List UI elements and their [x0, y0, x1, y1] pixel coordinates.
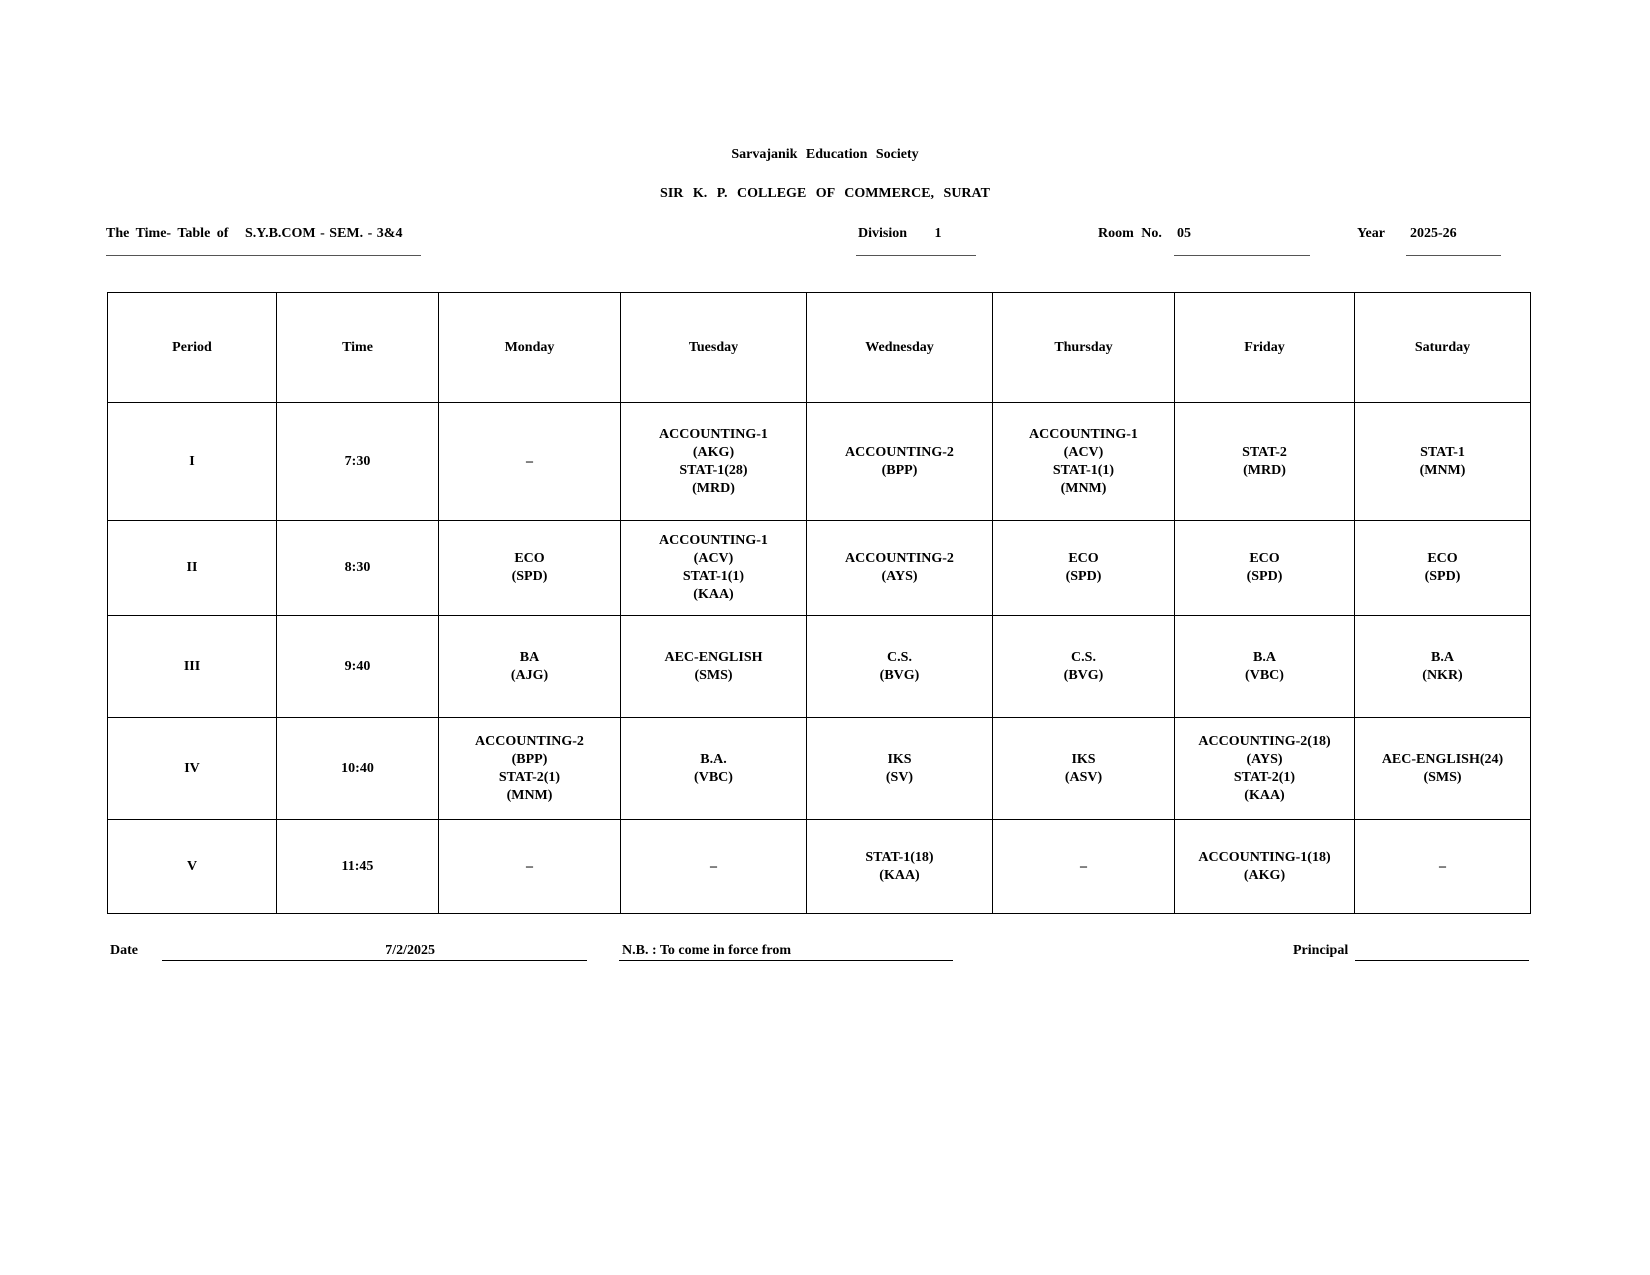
schedule-cell-friday	[1175, 820, 1355, 914]
schedule-cell-monday	[439, 718, 621, 820]
year-label: Year	[1357, 226, 1385, 241]
cell-text-line: (ASV)	[1064, 769, 1103, 785]
cell-text-line: ACCOUNTING-1	[1029, 426, 1138, 442]
column-header-thursday: Thursday	[993, 293, 1175, 403]
principal-label: Principal	[1293, 943, 1349, 958]
column-header-period: Period	[108, 293, 277, 403]
column-header-saturday: Saturday	[1355, 293, 1531, 403]
cell-text-line: B.A	[1431, 649, 1454, 665]
cell-text-line: (SPD)	[1065, 569, 1102, 584]
time-cell: 9:40	[277, 616, 439, 718]
schedule-cell-wednesday	[807, 820, 993, 914]
cell-text-line: (BPP)	[881, 462, 918, 478]
schedule-cell-saturday	[1355, 521, 1531, 616]
society-name: Sarvajanik Education Society	[731, 147, 919, 162]
time-cell: 7:30	[277, 403, 439, 521]
schedule-cell-saturday	[1355, 718, 1531, 820]
cell-text-line: (BVG)	[1063, 667, 1104, 683]
schedule-cell-tuesday	[621, 718, 807, 820]
header-row	[108, 293, 1531, 403]
cell-text-line: (AKG)	[1243, 867, 1286, 883]
cell-text-line: STAT-1(18)	[865, 849, 934, 865]
schedule-cell-wednesday	[807, 718, 993, 820]
cell-text-line: ACCOUNTING-1	[659, 426, 768, 442]
principal-signature-line	[1355, 943, 1529, 961]
column-header-monday: Monday	[439, 293, 621, 403]
cell-text-line: C.S.	[887, 649, 912, 665]
timetable-title-value: S.Y.B.COM - SEM. - 3&4	[244, 226, 403, 241]
time-cell: 8:30	[277, 521, 439, 616]
cell-text-line: IKS	[1071, 751, 1096, 767]
schedule-cell-thursday	[993, 718, 1175, 820]
schedule-cell-thursday	[993, 820, 1175, 914]
cell-text-line: –	[526, 453, 533, 469]
division-field	[856, 226, 976, 256]
schedule-cell-saturday	[1355, 403, 1531, 521]
schedule-cell-tuesday	[621, 403, 807, 521]
schedule-cell-wednesday	[807, 403, 993, 521]
schedule-cell-thursday	[993, 616, 1175, 718]
cell-text-line: –	[1080, 858, 1087, 874]
date-value: 7/2/2025	[162, 943, 587, 961]
schedule-cell-thursday	[993, 403, 1175, 521]
schedule-cell-tuesday	[621, 616, 807, 718]
schedule-cell-monday	[439, 616, 621, 718]
nb-note: N.B. : To come in force from	[619, 943, 953, 961]
table-row	[108, 718, 1531, 820]
schedule-cell-tuesday	[621, 820, 807, 914]
timetable	[107, 292, 1531, 914]
schedule-cell-wednesday	[807, 521, 993, 616]
cell-text-line: (SMS)	[1423, 769, 1462, 785]
schedule-cell-friday	[1175, 521, 1355, 616]
cell-text-line: (AJG)	[510, 667, 549, 683]
timetable-title-field	[106, 226, 421, 256]
period-cell: IV	[108, 718, 277, 820]
cell-text-line: ECO	[514, 551, 545, 566]
cell-text-line: B.A	[1253, 649, 1276, 665]
schedule-cell-thursday	[993, 521, 1175, 616]
cell-text-line: B.A.	[700, 751, 727, 767]
cell-text-line: (KAA)	[1244, 787, 1285, 803]
division-value: 1	[934, 226, 942, 241]
column-header-friday: Friday	[1175, 293, 1355, 403]
timetable-body	[108, 403, 1531, 914]
schedule-cell-tuesday	[621, 521, 807, 616]
cell-text-line: (SMS)	[694, 667, 733, 683]
cell-text-line: (BVG)	[879, 667, 920, 683]
schedule-cell-friday	[1175, 616, 1355, 718]
time-cell: 11:45	[277, 820, 439, 914]
room-value: 05	[1174, 226, 1310, 256]
cell-text-line: (MNM)	[1060, 480, 1107, 496]
schedule-cell-monday	[439, 521, 621, 616]
cell-text-line: (SPD)	[511, 569, 548, 584]
schedule-cell-saturday	[1355, 820, 1531, 914]
cell-text-line: STAT-1	[1420, 444, 1465, 460]
cell-text-line: ECO	[1068, 551, 1099, 566]
timetable-title-label: The Time- Table of	[106, 226, 229, 241]
cell-text-line: (MNM)	[506, 787, 553, 803]
cell-text-line: (AYS)	[1246, 751, 1283, 767]
cell-text-line: C.S.	[1071, 649, 1096, 665]
period-cell: I	[108, 403, 277, 521]
cell-text-line: (VBC)	[1245, 667, 1284, 683]
schedule-cell-monday	[439, 403, 621, 521]
cell-text-line: AEC-ENGLISH	[664, 649, 763, 665]
column-header-time: Time	[277, 293, 439, 403]
schedule-cell-wednesday	[807, 616, 993, 718]
cell-text-line: AEC-ENGLISH(24)	[1381, 751, 1504, 767]
table-row	[108, 820, 1531, 914]
schedule-cell-friday	[1175, 403, 1355, 521]
cell-text-line: ACCOUNTING-1	[659, 533, 768, 548]
cell-text-line: –	[1439, 858, 1446, 874]
time-cell: 10:40	[277, 718, 439, 820]
period-cell: II	[108, 521, 277, 616]
cell-text-line: ACCOUNTING-1(18)	[1198, 849, 1331, 865]
cell-text-line: STAT-1(1)	[682, 569, 745, 584]
date-label: Date	[110, 943, 138, 958]
cell-text-line: (KAA)	[693, 587, 734, 602]
cell-text-line: ECO	[1427, 551, 1458, 566]
cell-text-line: (MRD)	[1243, 462, 1286, 478]
cell-text-line: ACCOUNTING-2(18)	[1198, 733, 1331, 749]
schedule-cell-saturday	[1355, 616, 1531, 718]
table-row	[108, 616, 1531, 718]
cell-text-line: (SV)	[885, 769, 914, 785]
cell-text-line: (BPP)	[511, 751, 548, 767]
cell-text-line: STAT-1(1)	[1052, 462, 1115, 478]
room-label: Room No.	[1098, 226, 1162, 241]
college-name: SIR K. P. COLLEGE OF COMMERCE, SURAT	[660, 186, 990, 201]
cell-text-line: (VBC)	[694, 769, 733, 785]
cell-text-line: (AYS)	[881, 569, 918, 584]
cell-text-line: –	[526, 858, 533, 874]
cell-text-line: (ACV)	[1063, 444, 1104, 460]
cell-text-line: ACCOUNTING-2	[845, 551, 954, 566]
cell-text-line: STAT-1(28)	[679, 462, 748, 478]
cell-text-line: (MNM)	[1419, 462, 1466, 478]
schedule-cell-friday	[1175, 718, 1355, 820]
column-header-tuesday: Tuesday	[621, 293, 807, 403]
cell-text-line: STAT-2(1)	[498, 769, 561, 785]
cell-text-line: ACCOUNTING-2	[845, 444, 954, 460]
cell-text-line: (AKG)	[692, 444, 735, 460]
cell-text-line: (KAA)	[879, 867, 920, 883]
column-header-wednesday: Wednesday	[807, 293, 993, 403]
cell-text-line: IKS	[887, 751, 912, 767]
schedule-cell-monday	[439, 820, 621, 914]
cell-text-line: (NKR)	[1422, 667, 1463, 683]
cell-text-line: –	[710, 858, 717, 874]
cell-text-line: (MRD)	[692, 480, 735, 496]
table-row	[108, 403, 1531, 521]
cell-text-line: BA	[519, 649, 540, 665]
table-row	[108, 521, 1531, 616]
year-value: 2025-26	[1406, 226, 1501, 256]
cell-text-line: ACCOUNTING-2	[475, 733, 584, 749]
cell-text-line: (SPD)	[1246, 569, 1283, 584]
cell-text-line: STAT-2(1)	[1233, 769, 1296, 785]
cell-text-line: (SPD)	[1424, 569, 1461, 584]
cell-text-line: ECO	[1249, 551, 1280, 566]
period-cell: V	[108, 820, 277, 914]
period-cell: III	[108, 616, 277, 718]
division-label: Division	[858, 226, 908, 241]
cell-text-line: (ACV)	[693, 551, 734, 566]
cell-text-line: STAT-2	[1242, 444, 1287, 460]
